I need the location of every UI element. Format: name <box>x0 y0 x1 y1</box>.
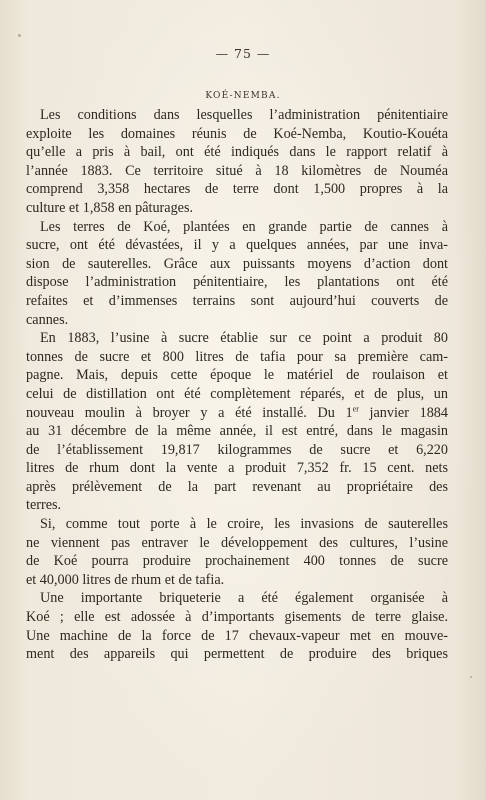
text-line: dispose l’administration pénitentiaire, les plantations ont été <box>26 274 448 291</box>
text-line: et 40,000 litres de rhum et de tafia. <box>26 571 225 588</box>
text-line: l’année 1883. Ce territoire situé à 18 kilomètres de Nouméa <box>26 162 448 179</box>
paragraph <box>26 329 448 515</box>
text-line: cannes. <box>26 311 69 328</box>
paragraph <box>26 515 448 589</box>
text-line: de l’établissement 19,817 kilogrammes de sucre et 6,220 <box>26 441 448 458</box>
text-line: celui de distillation ont été complètement réparés, et de plus, un <box>26 385 448 402</box>
paper-speck <box>470 676 472 678</box>
text-line: après prélèvement de la part revenant au propriétaire des <box>26 478 448 495</box>
text-line: tonnes de sucre et 800 litres de tafia pour sa première cam- <box>26 348 448 365</box>
text-line: au 31 décembre de la même année, il est entré, dans le magasin <box>26 423 448 440</box>
text-line: En 1883, l’usine à sucre établie sur ce point a produit 80 <box>40 330 448 347</box>
text-line: comprend 3,358 hectares de terre dont 1,500 propres à la <box>26 181 448 198</box>
body-text <box>26 106 448 664</box>
section-title: KOÉ-NEMBA. <box>205 91 281 101</box>
text-line: pagne. Mais, depuis cette époque le matériel de roulaison et <box>26 367 448 384</box>
text-line: ne viennent pas entraver le développement des cultures, l’usine <box>26 534 448 551</box>
text-line: qu’elle a pris à bail, ont été indiqués dans le rapport relatif à <box>26 144 448 161</box>
text-line: culture et 1,858 en pâturages. <box>26 199 194 216</box>
text-line: sucre, ont été dévastées, il y a quelques années, par une inva- <box>26 237 448 254</box>
text-line: sion de sauterelles. Grâce aux puissants moyens d’action dont <box>26 255 448 272</box>
paragraph <box>26 589 448 663</box>
paper-speck <box>18 34 21 37</box>
text-line: Une machine de la force de 17 chevaux-vapeur met en mouve- <box>26 627 448 644</box>
text-line: exploite les domaines réunis de Koé-Nemba, Koutio-Kouéta <box>26 125 448 142</box>
text-line: Koé ; elle est adossée à d’importants gisements de terre glaise. <box>26 609 448 626</box>
text-line: Une importante briqueterie a été également organisée à <box>40 590 448 607</box>
text-line: de Koé pourra produire prochainement 400 tonnes de sucre <box>26 553 448 570</box>
text-line: litres de rhum dont la vente a produit 7,352 fr. 15 cent. nets <box>26 460 448 477</box>
text-line: ment des appareils qui permettent de produire des briques <box>26 646 448 663</box>
paragraph <box>26 218 448 330</box>
page-number: — 75 — <box>215 46 271 61</box>
text-line: Si, comme tout porte à le croire, les invasions de sauterelles <box>40 516 448 533</box>
text-line: nouveau moulin à broyer y a été installé. Du 1er janvier 1884 <box>26 403 448 421</box>
text-line: refaites et d’immenses terrains sont aujourd’hui couverts de <box>26 292 448 309</box>
text-line: Les conditions dans lesquelles l’administration pénitentiaire <box>40 107 448 123</box>
paragraph <box>26 106 448 218</box>
text-line: Les terres de Koé, plantées en grande partie de cannes à <box>40 218 448 235</box>
text-line: terres. <box>26 497 62 514</box>
